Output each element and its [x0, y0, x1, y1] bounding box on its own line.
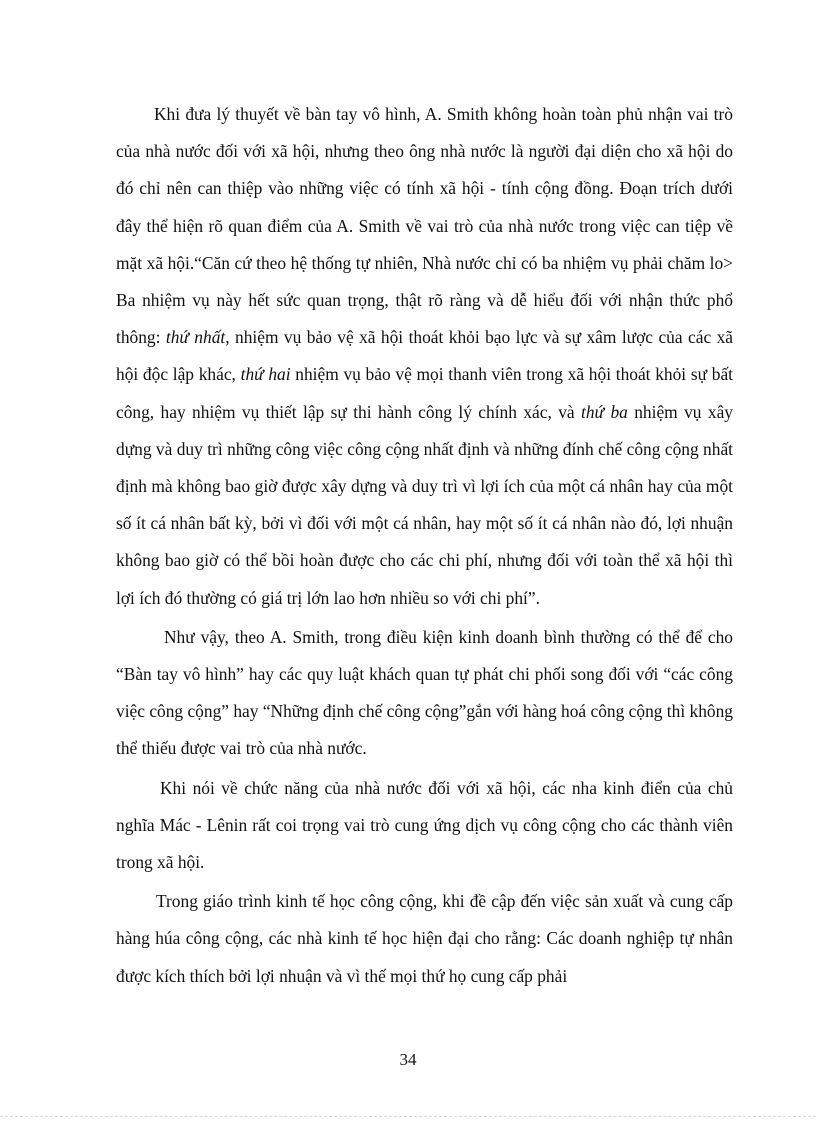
- paragraph-marxism: Khi nói về chức năng của nhà nước đối với xã hội, các nha kinh điển của chủ nghĩa Mác - Lênin rất coi trọng vai trò cung ứng dịch vụ công cộng cho các thành viên trong xã hội.: [116, 777, 733, 873]
- page-bottom-divider: [0, 1116, 816, 1117]
- italic-first: thứ nhất: [165, 327, 226, 348]
- text-segment: nhiệm vụ bảo vệ mọi thanh viên trong xã hội thoát khỏi sự bất công, hay nhiệm vụ thiết lập sự thi hành công lý chính xác, và: [116, 364, 733, 422]
- paragraph-smith-state-role: [116, 96, 733, 617]
- paragraph-invisible-hand: Như vậy, theo A. Smith, trong điều kiện kinh doanh bình thường có thể để cho “Bàn tay vô hình” hay các quy luật khách quan tự phát chi phối song đối với “các công việc công cộng” hay “Những định chế công cộng”gắn với hàng hoá công cộng thì không thể thiếu được vai trò của nhà nước.: [116, 626, 733, 759]
- page-number: 34: [399, 1050, 417, 1069]
- text-segment: nhiệm vụ xây dựng và duy trì những công việc công cộng nhất định và những đính chế công cộng nhất định mà không bao giờ được xây dựng và duy trì vì lợi ích của một cá nhân hay của một số ít cá nhân bất kỳ, bởi vì đối với một cá nhân, hay một số ít cá nhân nào đó, lợi nhuận không bao giờ có thể bồi hoàn được cho các chi phí, nhưng đối với toàn thể xã hội thì lợi ích đó thường có giá trị lớn lao hơn nhiều so với chi phí”.: [116, 401, 733, 608]
- body-text: [116, 96, 733, 995]
- italic-second: thứ hai: [240, 364, 291, 385]
- text-segment: , nhiệm vụ bảo vệ xã hội thoát khỏi bạo lực và sự xâm lược của các xã hội độc lập khác,: [116, 327, 733, 385]
- italic-third: thứ ba: [581, 401, 628, 422]
- paragraph-public-economics: Trong giáo trình kinh tế học công cộng, khi đề cập đến việc sản xuất và cung cấp hàng húa công cộng, các nhà kinh tế học hiện đại cho rằng: Các doanh nghiệp tự nhân được kích thích bởi lợi nhuận và vì thế mọi thứ họ cung cấp phải: [116, 891, 733, 986]
- text-segment: Khi đưa lý thuyết về bàn tay vô hình, A. Smith không hoàn toàn phủ nhận vai trò của nhà nước đối với xã hội, nhưng theo ông nhà nước là người đại diện cho xã hội do đó chỉ nên can thiệp vào những việc có tính xã hội - tính cộng đồng. Đoạn trích dưới đây thể hiện rõ quan điểm của A. Smith về vai trò của nhà nước trong việc can tiệp về mặt xã hội.“Căn cứ theo hệ thống tự nhiên, Nhà nước chỉ có ba nhiệm vụ phải chăm lo> Ba nhiệm vụ này hết sức quan trọng, thật rõ ràng và dễ hiểu đối với nhận thức phổ thông:: [116, 104, 733, 348]
